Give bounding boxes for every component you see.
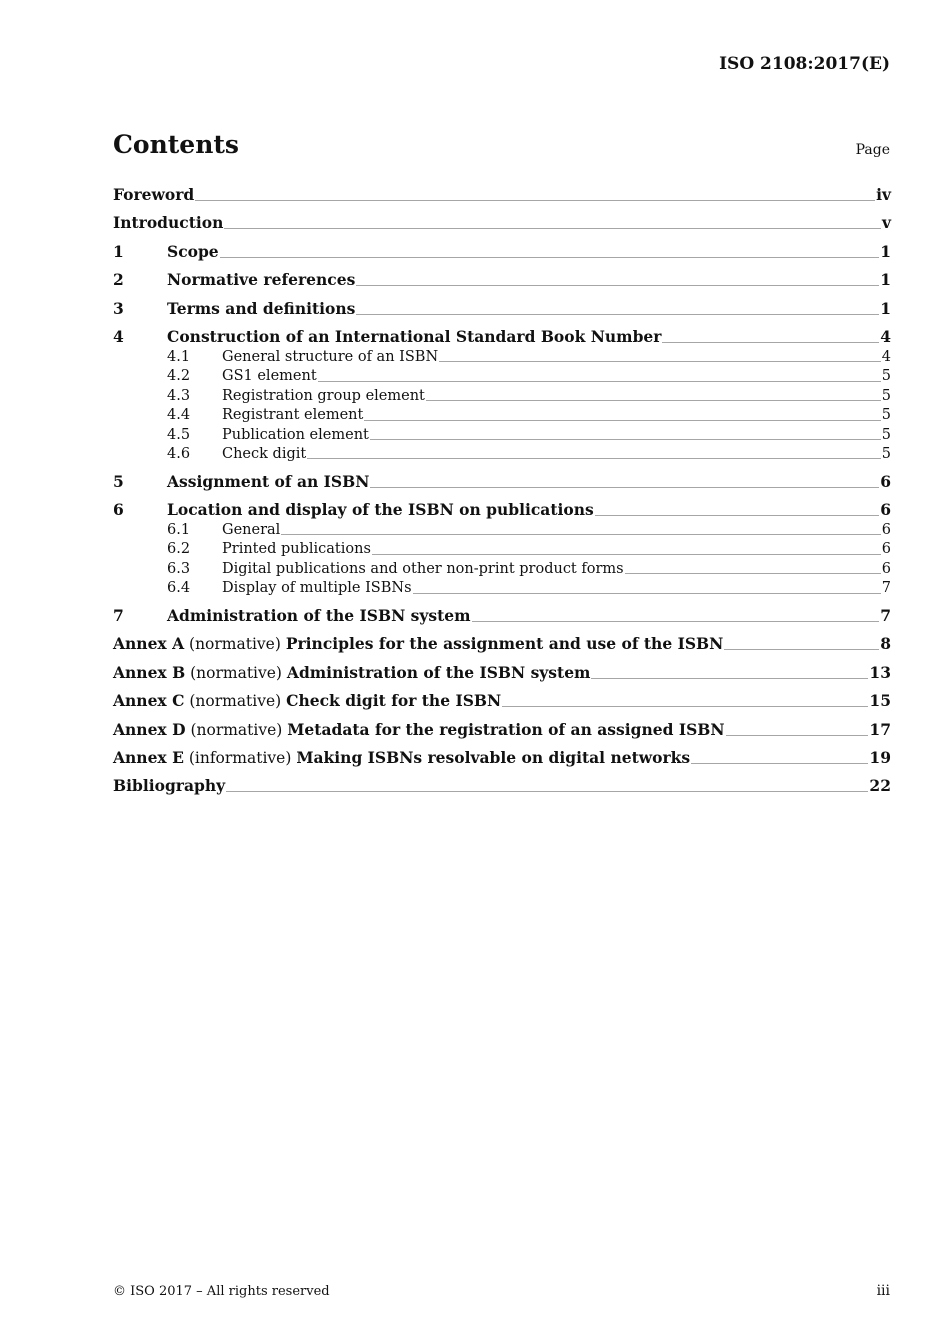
toc-subentry-page: 5 [881, 368, 891, 385]
annex-title: Administration of the ISBN system [286, 662, 591, 682]
toc-entry-title: Introduction [113, 213, 224, 233]
toc-entry[interactable] [113, 471, 891, 493]
toc-subentry[interactable] [113, 426, 891, 445]
toc-dot-leader [281, 534, 880, 535]
toc-subentry[interactable] [113, 521, 891, 540]
bibliography-page: 22 [869, 776, 891, 796]
annex-heading [113, 662, 590, 684]
toc-entry-page: 7 [880, 606, 891, 626]
annex-page: 17 [869, 719, 891, 739]
toc-dot-leader [439, 361, 881, 362]
toc-subentry-page: 6 [881, 560, 891, 577]
toc-subentry-number: 4.6 [167, 445, 191, 462]
toc-entry-page: 6 [880, 500, 891, 520]
toc-entry-number: 2 [113, 270, 124, 290]
annex-label: Annex A [113, 634, 185, 654]
toc-subentry[interactable] [113, 579, 891, 598]
toc-subentry-page: 5 [881, 445, 891, 462]
toc-subentry-page: 5 [881, 407, 891, 424]
toc-entry-number: 4 [113, 326, 124, 346]
toc-entry-page: v [881, 213, 891, 233]
toc-dot-leader [224, 228, 881, 229]
toc-entry[interactable] [113, 605, 891, 627]
toc-annex-entry[interactable] [113, 633, 891, 655]
toc-subentry-title: Check digit [222, 445, 307, 462]
annex-page: 19 [869, 747, 891, 767]
toc-subentry-number: 4.2 [167, 368, 191, 385]
annex-page: 8 [880, 634, 891, 654]
toc-subentry-number: 6.2 [167, 541, 191, 558]
toc-subentry[interactable] [113, 540, 891, 559]
toc-entry-title: Scope [167, 241, 219, 261]
toc-entry-page: 1 [880, 241, 891, 261]
toc-subentry-title: GS1 element [222, 368, 317, 385]
toc-subentry-title: Printed publications [222, 541, 371, 558]
toc-entry-number: 7 [113, 606, 124, 626]
toc-subentry[interactable] [113, 367, 891, 386]
annex-label: Annex E [113, 747, 184, 767]
toc-entry[interactable] [113, 212, 891, 234]
toc-subentry-page: 6 [881, 522, 891, 539]
toc-dot-leader [426, 400, 881, 401]
toc-entry[interactable] [113, 269, 891, 291]
annex-kind: (normative) [190, 720, 283, 739]
annex-kind: (informative) [188, 748, 292, 767]
toc-subentry[interactable] [113, 560, 891, 579]
toc-dot-leader [726, 735, 869, 736]
toc-entry-title: Foreword [113, 185, 195, 204]
toc-entry-title: Assignment of an ISBN [167, 471, 370, 491]
toc-dot-leader [413, 593, 881, 594]
bibliography-title: Bibliography [113, 776, 226, 796]
toc-subentry-number: 6.4 [167, 580, 191, 597]
toc-annex-entry[interactable] [113, 690, 891, 712]
toc-dot-leader [662, 342, 879, 343]
annex-heading [113, 719, 725, 741]
toc-entry[interactable] [113, 499, 891, 521]
toc-subentry[interactable] [113, 406, 891, 425]
toc-entry-number: 6 [113, 500, 124, 520]
toc-subentry-page: 5 [881, 426, 891, 443]
toc-entry-title: Location and display of the ISBN on publications [167, 500, 594, 520]
toc-dot-leader [356, 314, 879, 315]
toc-entry-title: Administration of the ISBN system [167, 606, 471, 626]
toc-subentry-number: 6.1 [167, 522, 191, 539]
toc-entry[interactable] [113, 184, 891, 206]
toc-entry-page: 1 [880, 270, 891, 290]
toc-subentry-page: 7 [881, 580, 891, 597]
document-code: ISO 2108:2017(E) [719, 54, 890, 74]
toc-dot-leader [625, 573, 881, 574]
toc-dot-leader [195, 200, 875, 201]
table-of-contents [113, 184, 891, 797]
toc-subentry-number: 6.3 [167, 560, 191, 577]
toc-dot-leader [370, 439, 881, 440]
toc-entry-number: 5 [113, 471, 124, 491]
copyright-notice: © ISO 2017 – All rights reserved [113, 1284, 330, 1299]
toc-dot-leader [370, 487, 879, 488]
toc-entry[interactable] [113, 241, 891, 263]
annex-title: Principles for the assignment and use of the ISBN [285, 634, 724, 654]
toc-entry-title: Terms and definitions [167, 298, 356, 318]
toc-dot-leader [372, 554, 881, 555]
toc-entry[interactable] [113, 298, 891, 320]
toc-dot-leader [724, 649, 879, 650]
toc-subentry-page: 4 [881, 348, 891, 365]
toc-bibliography-entry[interactable] [113, 775, 891, 797]
toc-dot-leader [356, 285, 879, 286]
annex-label: Annex C [113, 691, 185, 711]
toc-dot-leader [318, 381, 881, 382]
toc-subentry-title: General [222, 522, 281, 539]
toc-dot-leader [691, 763, 868, 764]
toc-subentry[interactable] [113, 445, 891, 464]
toc-entry-page: 1 [880, 298, 891, 318]
annex-label: Annex D [113, 719, 186, 739]
toc-title: Contents [113, 130, 240, 159]
toc-entry-page: 6 [880, 471, 891, 491]
toc-dot-leader [307, 458, 881, 459]
footer-page-number: iii [876, 1283, 890, 1299]
toc-entry-number: 3 [113, 298, 124, 318]
toc-subentry[interactable] [113, 348, 891, 367]
toc-subentry-title: Registrant element [222, 407, 364, 424]
toc-entry-page: 4 [880, 326, 891, 346]
toc-subentry-title: Display of multiple ISBNs [222, 580, 412, 597]
toc-subentry-title: Registration group element [222, 387, 425, 404]
annex-title: Check digit for the ISBN [286, 691, 502, 711]
toc-dot-leader [472, 621, 880, 622]
annex-kind: (normative) [189, 692, 282, 711]
toc-dot-leader [226, 791, 868, 792]
annex-label: Annex B [113, 662, 186, 682]
annex-heading [113, 690, 501, 712]
toc-subentry-number: 4.4 [167, 407, 191, 424]
page-column-label: Page [855, 142, 890, 158]
toc-entry-title: Construction of an International Standard Book Number [167, 326, 662, 346]
annex-title: Making ISBNs resolvable on digital networks [296, 747, 691, 767]
toc-subentry-page: 5 [881, 387, 891, 404]
toc-entry-title: Normative references [167, 270, 356, 290]
toc-dot-leader [364, 420, 880, 421]
toc-subentry-title: Publication element [222, 426, 369, 443]
annex-kind: (normative) [189, 635, 281, 654]
toc-annex-entry[interactable] [113, 662, 891, 684]
annex-page: 15 [869, 691, 891, 711]
toc-dot-leader [502, 706, 868, 707]
annex-title: Metadata for the registration of an assigned ISBN [287, 719, 725, 739]
toc-subentry-number: 4.1 [167, 348, 191, 365]
toc-dot-leader [591, 678, 868, 679]
toc-subentry-page: 6 [881, 541, 891, 558]
toc-subentry-number: 4.3 [167, 387, 191, 404]
toc-entry-page: iv [876, 185, 891, 204]
annex-heading [113, 747, 690, 769]
annex-page: 13 [869, 662, 891, 682]
annex-kind: (normative) [190, 663, 282, 682]
annex-heading [113, 633, 723, 655]
toc-dot-leader [595, 515, 879, 516]
toc-subentry-title: General structure of an ISBN [222, 348, 439, 365]
toc-dot-leader [220, 257, 880, 258]
toc-entry-number: 1 [113, 241, 124, 261]
toc-annex-entry[interactable] [113, 747, 891, 769]
toc-annex-entry[interactable] [113, 719, 891, 741]
toc-entry[interactable] [113, 326, 891, 348]
toc-subentry-title: Digital publications and other non-print product forms [222, 560, 624, 577]
toc-subentry[interactable] [113, 387, 891, 406]
toc-subentry-number: 4.5 [167, 426, 191, 443]
